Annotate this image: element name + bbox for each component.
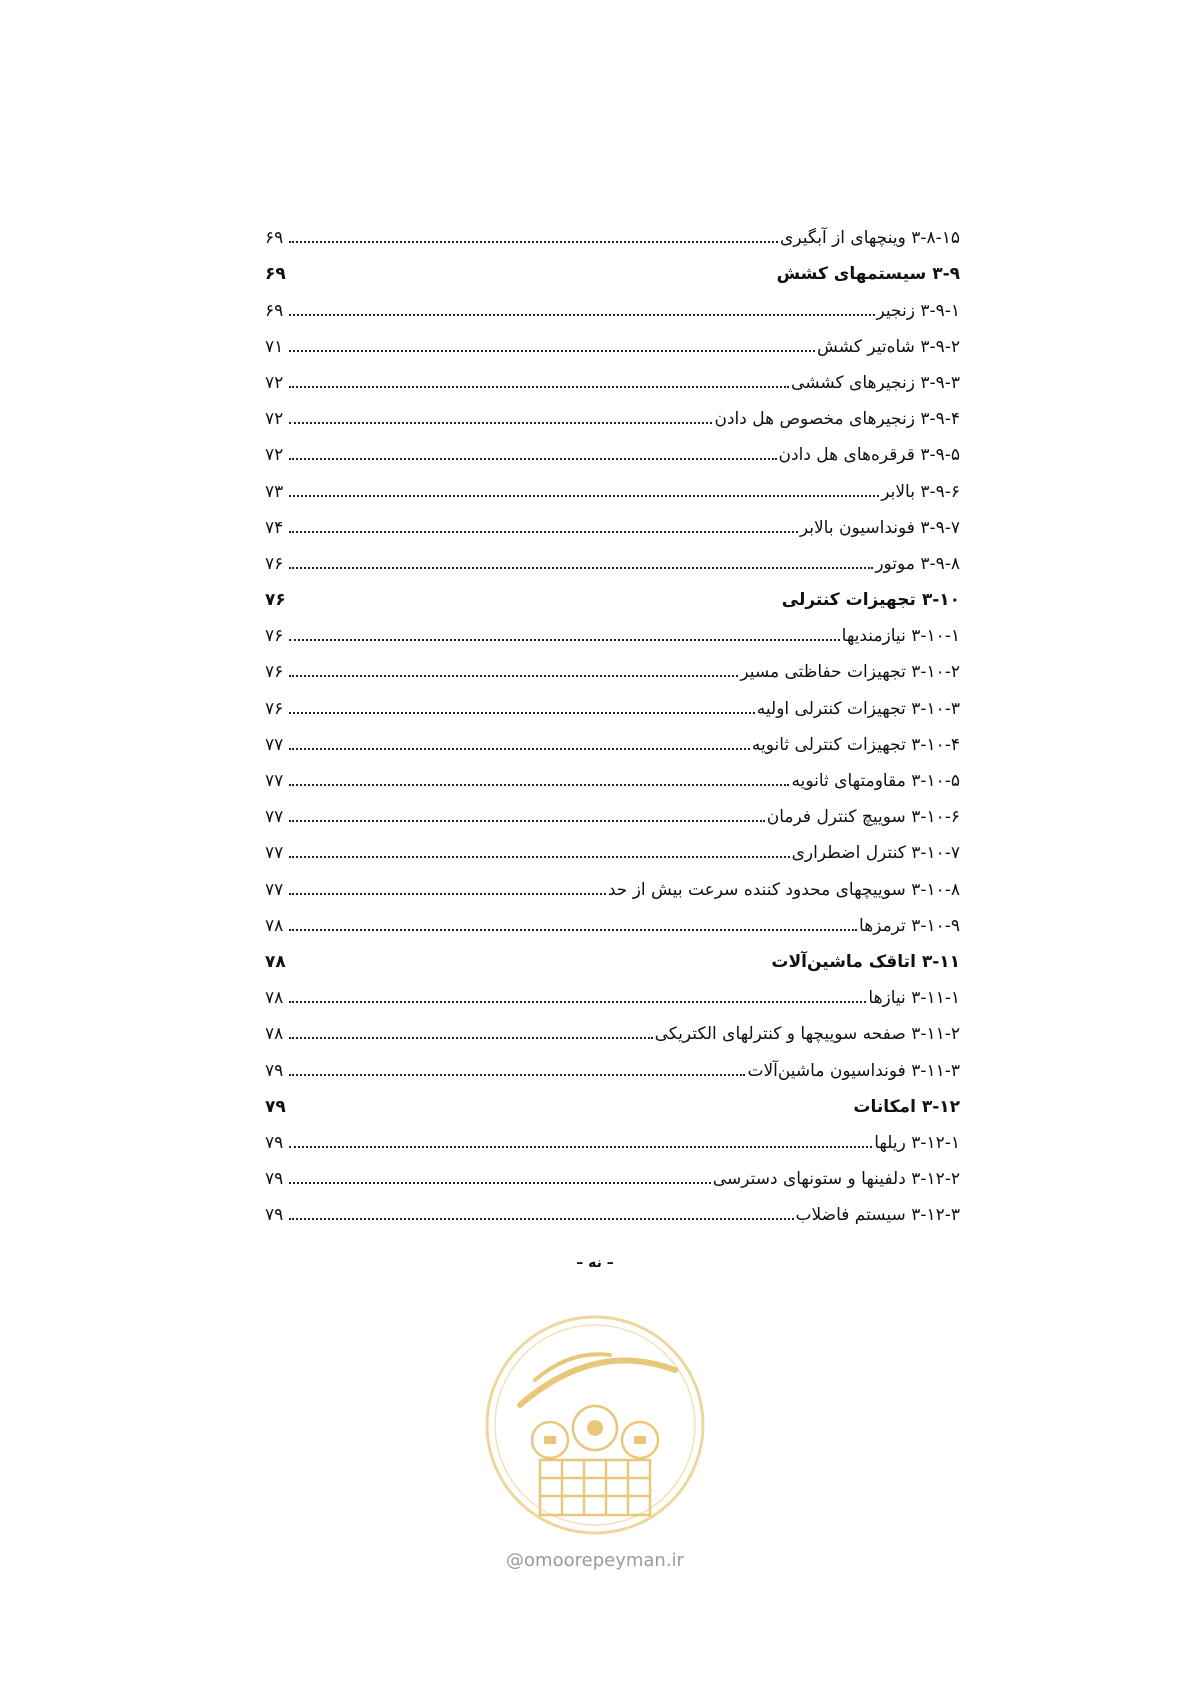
toc-entry-title: ۳-۱۰-۳ تجهیزات کنترلی اولیه (756, 698, 960, 719)
toc-page-number: ۶۹ (265, 228, 284, 249)
toc-entry-row (265, 649, 960, 685)
toc-page-number: ۶۹ (265, 300, 284, 321)
toc-entry-title: ۳-۹-۱ زنجیر (876, 300, 960, 321)
toc-dot-leader (289, 314, 875, 316)
toc-entry-title: ۳-۱۲-۳ سیستم فاضلاب (795, 1205, 960, 1226)
toc-entry-title: ۳-۹-۸ موتور (875, 553, 960, 574)
toc-entry-title: ۳-۱۱-۳ فونداسیون ماشین‌آلات (747, 1060, 960, 1081)
toc-page-number: ۷۶ (265, 662, 284, 683)
toc-entry-row (265, 722, 960, 758)
toc-dot-leader (289, 820, 765, 822)
toc-dot-leader (289, 422, 712, 424)
toc-dot-leader (289, 567, 873, 569)
toc-dot-leader (289, 1218, 794, 1220)
toc-entry-row (265, 287, 960, 323)
toc-dot-leader (289, 495, 879, 497)
toc-entry-row (265, 541, 960, 577)
toc-page-number: ۷۷ (265, 879, 284, 900)
toc-entry-row (265, 505, 960, 541)
toc-entry-row (265, 903, 960, 939)
toc-section-row (265, 939, 960, 975)
toc-page-number: ۷۸ (265, 1024, 284, 1045)
toc-entry-row (265, 1120, 960, 1156)
toc-entry-row (265, 975, 960, 1011)
toc-page-number: ۷۸ (265, 988, 284, 1009)
toc-page-number: ۷۴ (265, 517, 284, 538)
toc-entry-row (265, 1011, 960, 1047)
toc-entry-title: ۳-۹-۵ قرقره‌های هل دادن (778, 445, 960, 466)
toc-entry-row (265, 758, 960, 794)
toc-page-number: ۷۹ (265, 1096, 286, 1117)
toc-entry-row (265, 613, 960, 649)
toc-entry-row (265, 866, 960, 902)
toc-dot-leader (289, 893, 606, 895)
toc-page-number: ۷۹ (265, 1169, 284, 1190)
toc-entry-title: ۳-۱۱ اتاقک ماشین‌آلات (771, 951, 960, 972)
toc-dot-leader (289, 856, 790, 858)
toc-page-number: ۷۲ (265, 445, 284, 466)
toc-section-row (265, 1084, 960, 1120)
toc-dot-leader (289, 675, 738, 677)
toc-entry-row (265, 1047, 960, 1083)
toc-entry-title: ۳-۸-۱۵ وینچهای از آبگیری (780, 228, 960, 249)
toc-page-number: ۷۹ (265, 1060, 284, 1081)
toc-dot-leader (289, 458, 777, 460)
toc-entry-row (265, 1192, 960, 1228)
toc-entry-title: ۳-۱۲-۱ ریلها (874, 1132, 960, 1153)
toc-dot-leader (289, 531, 798, 533)
toc-dot-leader (289, 929, 857, 931)
toc-entry-title: ۳-۹-۳ زنجیرهای کششی (791, 372, 960, 393)
watermark-seal (480, 1300, 710, 1560)
toc-dot-leader (289, 712, 755, 714)
toc-section-row (265, 577, 960, 613)
toc-dot-leader (289, 1146, 872, 1148)
toc-page-number: ۷۶ (265, 698, 284, 719)
toc-dot-leader (289, 1037, 653, 1039)
toc-page-number: ۷۳ (265, 481, 284, 502)
toc-entry-row (265, 1156, 960, 1192)
seal-logo-icon (480, 1300, 710, 1550)
toc-entry-row (265, 830, 960, 866)
toc-section-row (265, 251, 960, 287)
toc-entry-title: ۳-۹-۷ فونداسیون بالابر (799, 517, 960, 538)
toc-entry-title: ۳-۱۲ امکانات (853, 1096, 960, 1117)
toc-entry-title: ۳-۹ سیستمهای کشش (776, 264, 960, 285)
toc-dot-leader (289, 350, 815, 352)
toc-page-number: ۷۸ (265, 951, 286, 972)
toc-entry-title: ۳-۱۱-۲ صفحه سوییچها و کنترلهای الکتریکی (654, 1024, 960, 1045)
toc-dot-leader (289, 1001, 866, 1003)
toc-entry-title: ۳-۱۰-۲ تجهیزات حفاظتی مسیر (740, 662, 960, 683)
toc-entry-title: ۳-۱۰-۸ سوییچهای محدود کننده سرعت بیش از حد (607, 879, 960, 900)
toc-entry-row (265, 432, 960, 468)
toc-entry-row (265, 685, 960, 721)
toc-page-number: ۷۲ (265, 409, 284, 430)
toc-page-number: ۷۸ (265, 915, 284, 936)
toc-entry-row (265, 360, 960, 396)
toc-page-number: ۷۷ (265, 771, 284, 791)
toc-dot-leader (289, 241, 778, 243)
toc-page-number: ۷۶ (265, 553, 284, 574)
toc-dot-leader (289, 784, 789, 786)
toc-page-number: ۷۶ (265, 590, 286, 611)
toc-dot-leader (289, 639, 840, 641)
toc-entry-title: ۳-۹-۴ زنجیرهای مخصوص هل دادن (714, 409, 960, 430)
page-number-footer: – نه – (576, 1255, 614, 1271)
toc-entry-row (265, 324, 960, 360)
toc-page-number: ۷۱ (265, 336, 284, 357)
toc-page-number: ۶۹ (265, 264, 286, 285)
toc-entry-title: ۳-۱۰-۴ تجهیزات کنترلی ثانویه (751, 734, 960, 755)
toc-page-number: ۷۹ (265, 1132, 284, 1153)
toc-page-number: ۷۹ (265, 1205, 284, 1226)
toc-entry-title: ۳-۱۰-۱ نیازمندیها (841, 626, 960, 647)
toc-entry-title: ۳-۱۰-۵ مقاومتهای ثانویه (791, 771, 960, 791)
toc-entry-title: ۳-۱۱-۱ نیازها (868, 988, 960, 1009)
toc-entry-title: ۳-۹-۶ بالابر (881, 481, 960, 502)
toc-entry-row (265, 396, 960, 432)
toc-entry-row (265, 794, 960, 830)
toc-entry-title: ۳-۱۰-۹ ترمزها (859, 915, 960, 936)
toc-dot-leader (289, 1182, 711, 1184)
toc-page-number: ۷۷ (265, 807, 284, 828)
toc-page-number: ۷۷ (265, 734, 284, 755)
table-of-contents (265, 215, 960, 1228)
toc-entry-row (265, 468, 960, 504)
toc-entry-title: ۳-۱۰-۷ کنترل اضطراری (791, 843, 960, 864)
toc-page-number: ۷۲ (265, 372, 284, 393)
toc-entry-title: ۳-۹-۲ شاه‌تیر کشش (817, 336, 960, 357)
toc-dot-leader (289, 386, 789, 388)
toc-page-number: ۷۷ (265, 843, 284, 864)
toc-dot-leader (289, 748, 750, 750)
toc-entry-title: ۳-۱۰-۶ سوییچ کنترل فرمان (766, 807, 960, 828)
toc-entry-title: ۳-۱۲-۲ دلفینها و ستونهای دسترسی (712, 1169, 960, 1190)
toc-page-number: ۷۶ (265, 626, 284, 647)
toc-dot-leader (289, 1074, 745, 1076)
toc-entry-row (265, 215, 960, 251)
toc-entry-title: ۳-۱۰ تجهیزات کنترلی (781, 590, 960, 611)
watermark-url: @omoorepeyman.ir (506, 1550, 684, 1571)
